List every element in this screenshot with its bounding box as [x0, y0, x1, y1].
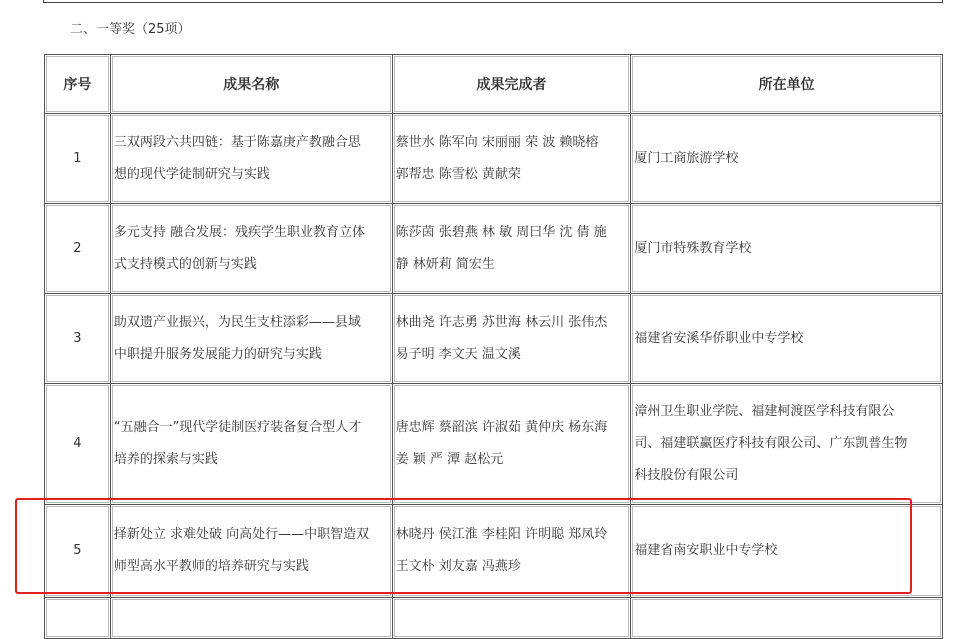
table-row [45, 505, 943, 598]
table-row [45, 204, 943, 294]
achievement-name: 多元支持 融合发展：残疾学生职业教育立体 式支持模式的创新与实践 [110, 204, 392, 294]
empty-cell [392, 598, 631, 639]
row-number: 3 [45, 294, 111, 384]
empty-cell [110, 598, 392, 639]
achievement-authors: 陈莎茵 张碧燕 林 敏 周曰华 沈 倩 施 静 林妍莉 简宏生 [392, 204, 631, 294]
previous-table-edge [43, 0, 943, 3]
achievement-unit: 福建省南安职业中专学校 [631, 505, 943, 598]
table-row [45, 384, 943, 505]
achievement-name: “五融合一”现代学徒制医疗装备复合型人才 培养的探索与实践 [110, 384, 392, 505]
table-row [45, 598, 943, 639]
achievement-unit: 厦门市特殊教育学校 [631, 204, 943, 294]
achievement-name: 择新处立 求难处破 向高处行——中职智造双 师型高水平教师的培养研究与实践 [110, 505, 392, 598]
achievement-authors: 蔡世水 陈军向 宋丽丽 荣 波 赖晓榕 郭帮忠 陈雪松 黄献荣 [392, 114, 631, 204]
row-number: 2 [45, 204, 111, 294]
empty-cell [45, 598, 111, 639]
achievement-authors: 唐忠辉 蔡韶滨 许淑茹 黄仲庆 杨东海 姜 颖 严 潭 赵松元 [392, 384, 631, 505]
awards-table [44, 54, 943, 639]
empty-cell [631, 598, 943, 639]
achievement-authors: 林晓丹 侯江淮 李桂阳 许明聪 郑凤玲 王文朴 刘友嘉 冯燕珍 [392, 505, 631, 598]
header-name: 成果名称 [110, 55, 392, 114]
row-number: 4 [45, 384, 111, 505]
achievement-authors: 林曲尧 许志勇 苏世海 林云川 张伟杰 易子明 李文天 温文溪 [392, 294, 631, 384]
achievement-unit: 厦门工商旅游学校 [631, 114, 943, 204]
table-header-row [45, 55, 943, 114]
header-unit: 所在单位 [631, 55, 943, 114]
section-title: 二、一等奖（25项） [70, 22, 191, 37]
header-authors: 成果完成者 [392, 55, 631, 114]
row-number: 1 [45, 114, 111, 204]
achievement-name: 助双遗产业振兴，为民生支柱添彩——县域 中职提升服务发展能力的研究与实践 [110, 294, 392, 384]
achievement-name: 三双两段六共四链：基于陈嘉庚产教融合思 想的现代学徒制研究与实践 [110, 114, 392, 204]
achievement-unit: 漳州卫生职业学院、福建柯渡医学科技有限公 司、福建联赢医疗科技有限公司、广东凯普生物 科技股份有限公司 [631, 384, 943, 505]
table-row [45, 114, 943, 204]
row-number: 5 [45, 505, 111, 598]
header-no: 序号 [45, 55, 111, 114]
achievement-unit: 福建省安溪华侨职业中专学校 [631, 294, 943, 384]
table-row [45, 294, 943, 384]
